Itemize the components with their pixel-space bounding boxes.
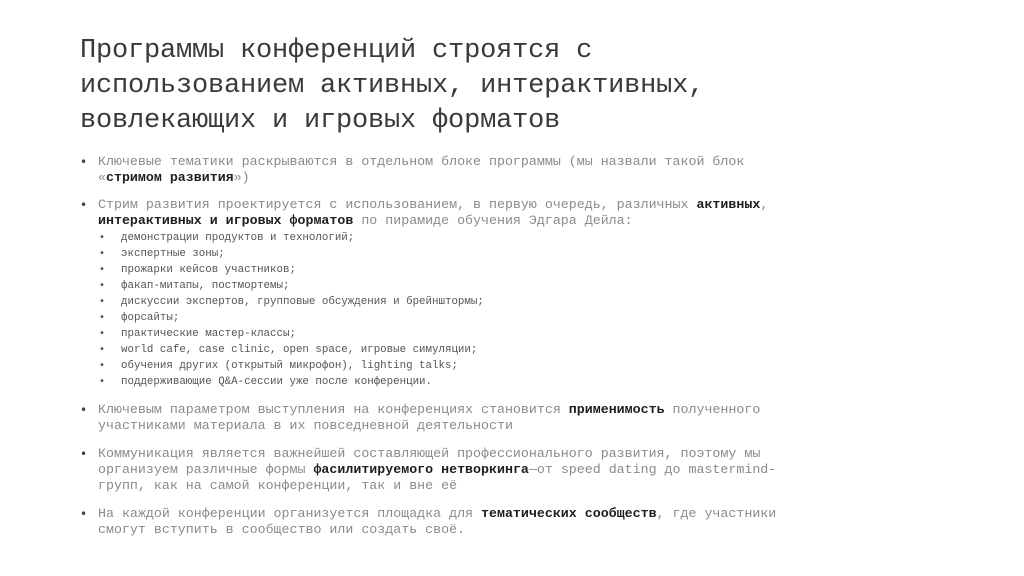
bullet-text: ,	[760, 197, 769, 212]
bullet-bold-text: тематических сообществ	[481, 506, 657, 521]
bullet-text: «	[98, 170, 106, 185]
sub-bullet-text: world cafe, case clinic, open space, игровые симуляции;	[121, 344, 478, 356]
bullet-text-line	[98, 478, 930, 494]
bullet-text-line	[98, 522, 930, 538]
bullet-item	[80, 506, 930, 538]
sub-bullet-item	[98, 246, 930, 262]
sub-bullet-text: прожарки кейсов участников;	[121, 264, 296, 276]
slide-title	[80, 34, 980, 139]
bullet-bold-text: применимость	[568, 402, 665, 417]
sub-bullet-icon: •	[99, 280, 105, 291]
sub-bullet-item	[98, 262, 930, 278]
bullet-text-line	[98, 213, 930, 229]
bullet-bold-text: фасилитируемого нетворкинга	[313, 462, 529, 477]
bullet-bold-text: интерактивных и игровых форматов	[98, 213, 354, 228]
sub-bullet-item	[98, 230, 930, 246]
bullet-text-line	[98, 402, 930, 418]
sub-bullet-icon: •	[99, 312, 105, 323]
bullet-text-line	[98, 418, 930, 434]
bullet-icon: •	[80, 447, 88, 461]
bullet-text-line	[98, 154, 930, 170]
bullet-text: Ключевым параметром выступления на конференциях становится	[98, 402, 569, 417]
sub-bullet-item	[98, 278, 930, 294]
sub-bullet-item	[98, 294, 930, 310]
sub-bullet-icon: •	[99, 328, 105, 339]
bullet-text: Коммуникация является важнейшей составляющей профессионального развития, поэтому мы	[98, 446, 761, 461]
sub-bullet-item	[98, 358, 930, 374]
bullet-item	[80, 402, 930, 434]
sub-bullet-text: поддерживающие Q&A-сессии уже после конференции.	[121, 376, 433, 388]
bullet-list	[80, 154, 930, 538]
sub-bullet-text: дискуссии экспертов, групповые обсуждения и брейнштормы;	[121, 296, 484, 308]
bullet-bold-text: стримом развития	[105, 170, 234, 185]
bullet-text: групп, как на самой конференции, так и вне её	[98, 478, 458, 493]
sub-bullet-icon: •	[99, 264, 105, 275]
bullet-text: На каждой конференции организуется площадка для	[98, 506, 482, 521]
sub-bullet-text: форсайты;	[121, 312, 180, 324]
bullet-icon: •	[80, 403, 88, 417]
bullet-text-line	[98, 462, 930, 478]
sub-bullet-text: демонстрации продуктов и технологий;	[121, 232, 355, 244]
sub-bullet-text: обучения других (открытый микрофон), lighting talks;	[121, 360, 458, 372]
bullet-text: полученного	[664, 402, 761, 417]
sub-bullet-text: факап-митапы, постмортемы;	[121, 280, 290, 292]
bullet-icon: •	[80, 198, 88, 212]
bullet-text-line	[98, 170, 930, 186]
bullet-text: —от speed dating до mastermind-	[528, 462, 777, 477]
sub-bullet-icon: •	[99, 376, 105, 387]
sub-bullet-icon: •	[99, 248, 105, 259]
sub-bullet-text: экспертные зоны;	[121, 248, 225, 260]
sub-bullet-item	[98, 342, 930, 358]
sub-bullet-item	[98, 374, 930, 390]
bullet-text-line	[98, 197, 930, 213]
sub-bullet-icon: •	[99, 344, 105, 355]
bullet-text: по пирамиде обучения Эдгара Дейла:	[353, 213, 633, 228]
bullet-bold-text: активных	[696, 197, 761, 212]
bullet-item	[80, 154, 930, 186]
bullet-text: участниками материала в их повседневной деятельности	[98, 418, 513, 433]
sub-bullet-list	[98, 230, 930, 390]
bullet-text: организуем различные формы	[98, 462, 314, 477]
bullet-icon: •	[80, 507, 88, 521]
sub-bullet-text: практические мастер-классы;	[121, 328, 296, 340]
bullet-text-line	[98, 446, 930, 462]
bullet-text: Стрим развития проектируется с использованием, в первую очередь, различных	[98, 197, 697, 212]
sub-bullet-item	[98, 326, 930, 342]
bullet-icon: •	[80, 155, 88, 169]
bullet-text: Ключевые тематики раскрываются в отдельном блоке программы (мы назвали такой блок	[98, 154, 745, 169]
bullet-text-line	[98, 506, 930, 522]
bullet-text: , где участники	[656, 506, 777, 521]
title-line: Программы конференций строятся с	[80, 36, 593, 66]
bullet-text: смогут вступить в сообщество или создать своё.	[98, 522, 466, 537]
sub-bullet-icon: •	[99, 232, 105, 243]
bullet-text: »)	[233, 170, 250, 185]
title-line: использованием активных, интерактивных,	[80, 71, 705, 101]
sub-bullet-icon: •	[99, 360, 105, 371]
bullet-item	[80, 446, 930, 494]
sub-bullet-icon: •	[99, 296, 105, 307]
title-line: вовлекающих и игровых форматов	[80, 106, 561, 136]
bullet-item	[80, 197, 930, 390]
sub-bullet-item	[98, 310, 930, 326]
